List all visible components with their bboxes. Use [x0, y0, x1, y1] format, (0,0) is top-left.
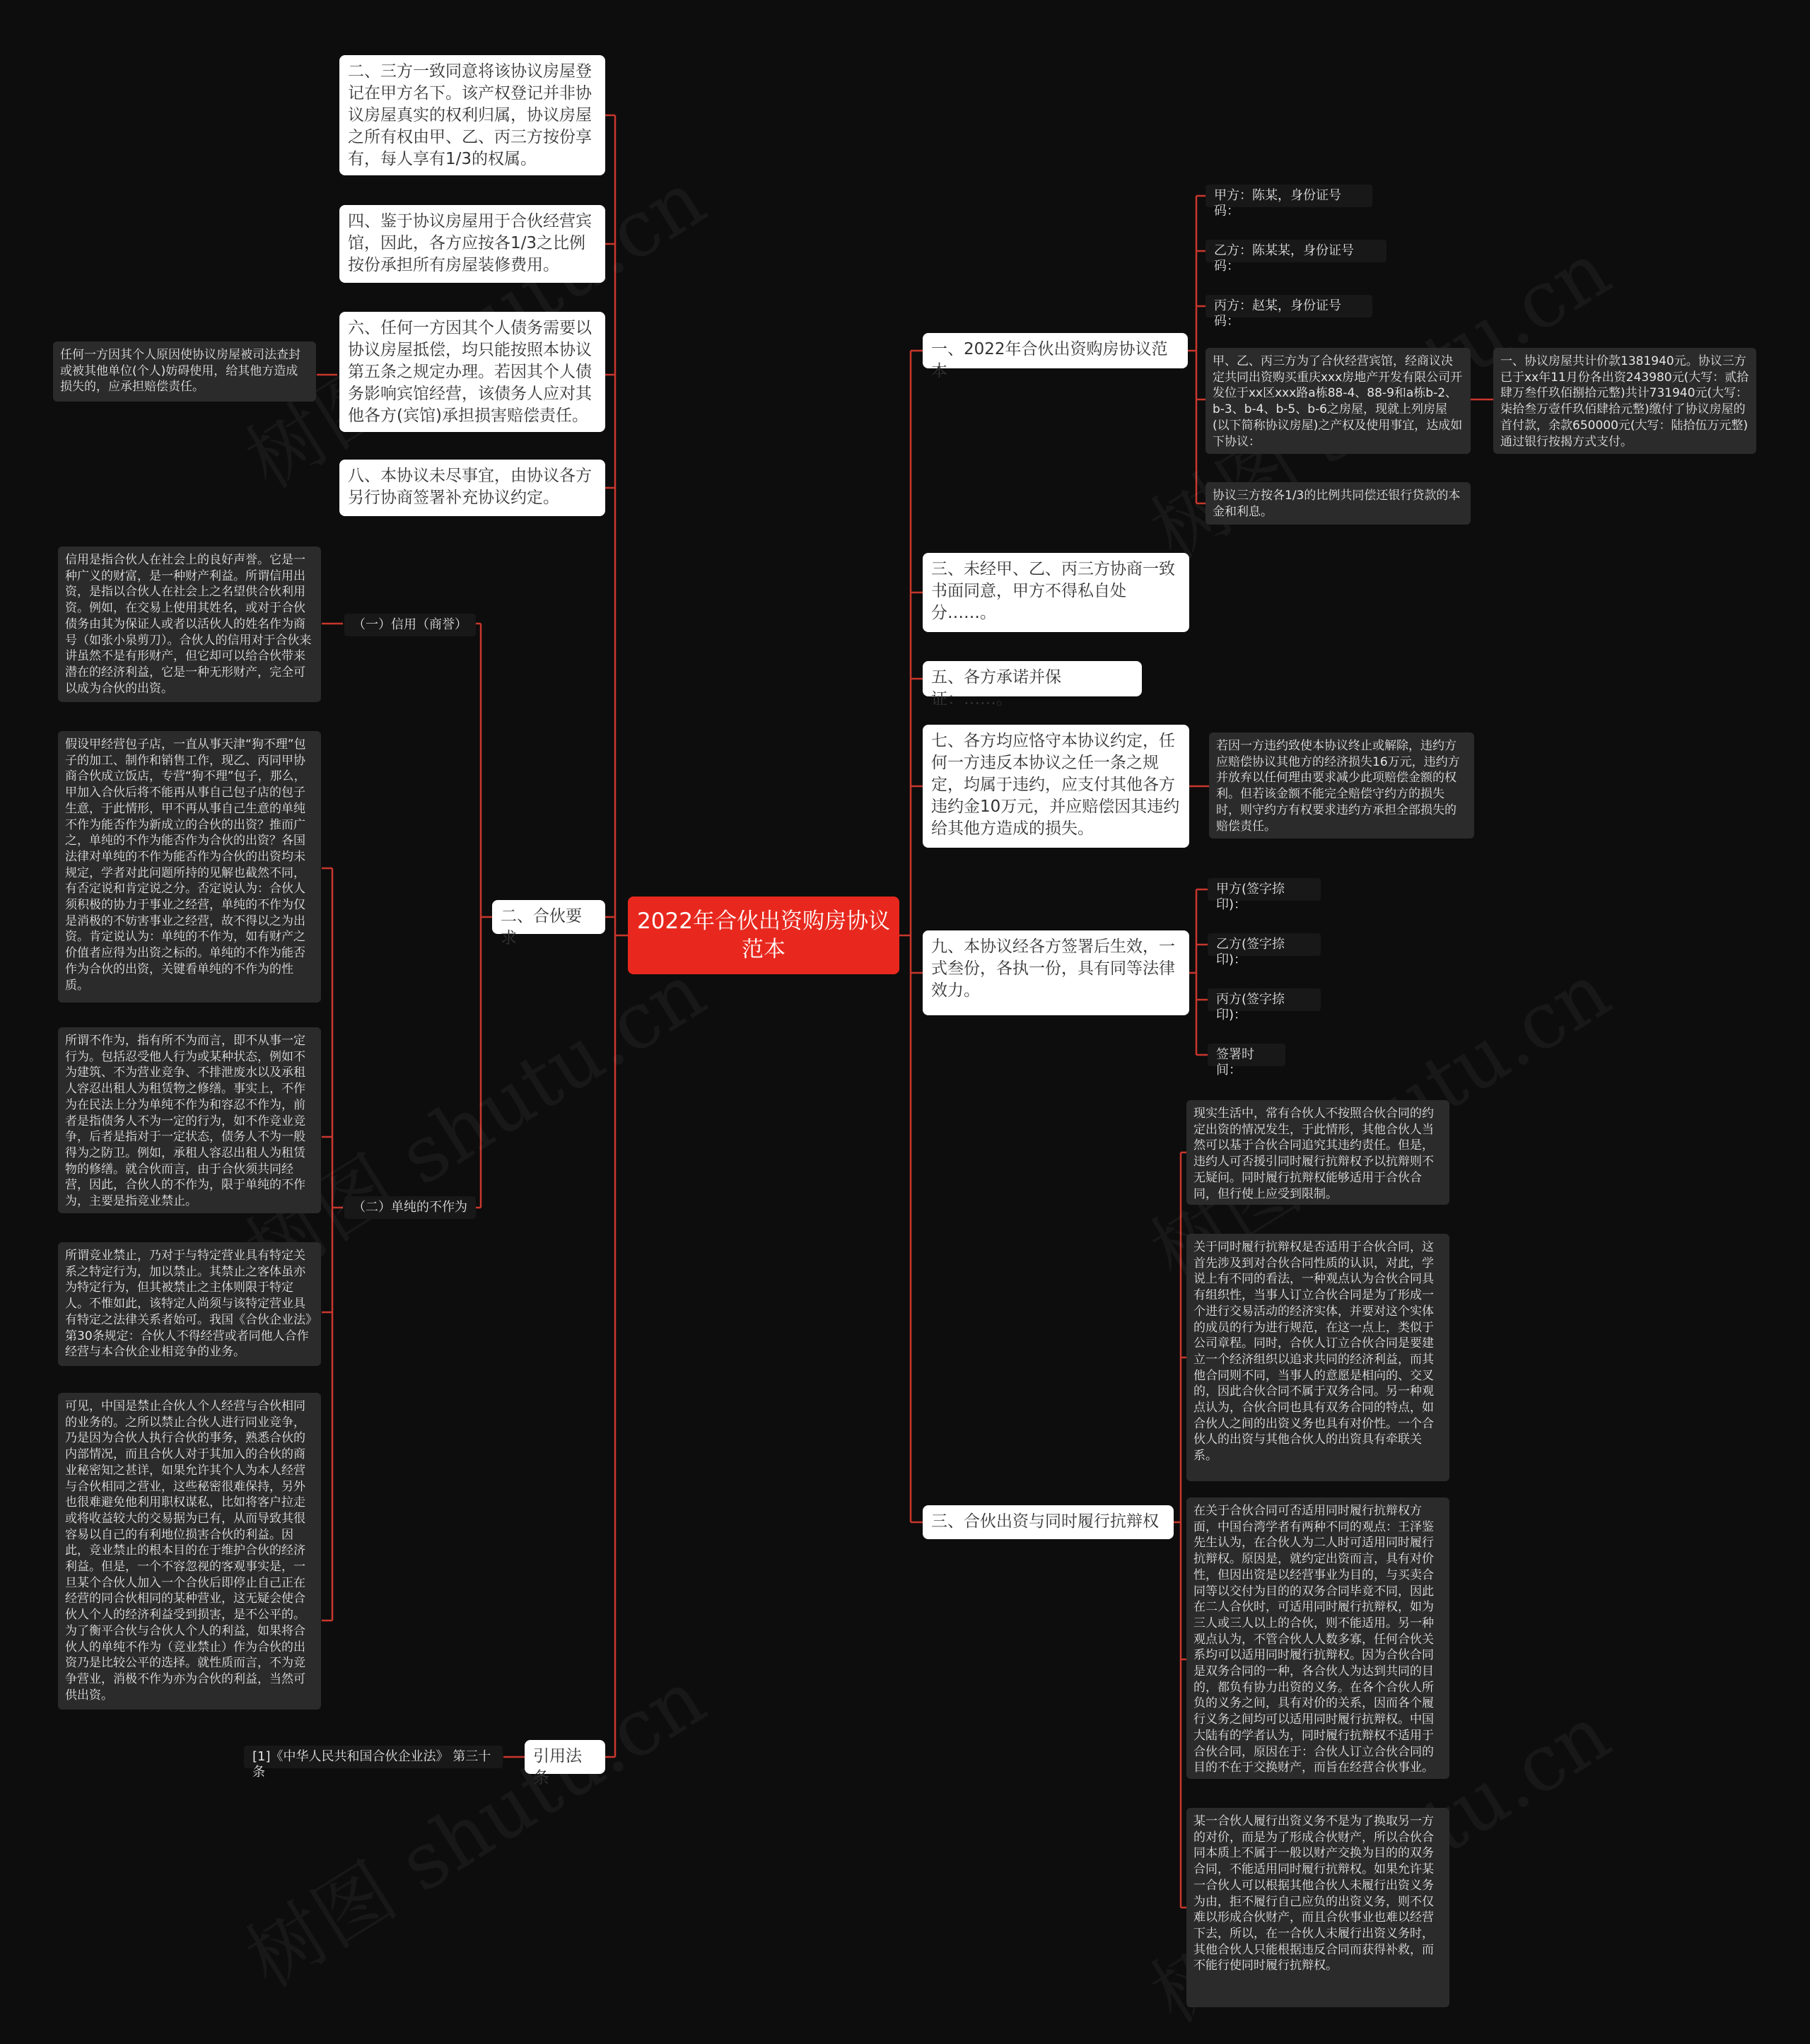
clause-7[interactable]: 七、各方均应恪守本协议约定，任何一方违反本协议之任一条之规定，均属于违约，应支付其他各方违约金10万元，并应赔偿因其违约给其他方造成的损失。 [923, 725, 1189, 848]
defense-text-1[interactable]: 现实生活中，常有合伙人不按照合伙合同的约定出资的情况发生，于此情形，其他合伙人当然可以基于合伙合同追究其违约责任。但是，违约人可否援引同时履行抗辩权予以抗辩则不无疑问。同时履行抗辩权能够适用于合伙合同，但行使上应受到限制。 [1186, 1100, 1449, 1205]
contribution-defense-heading[interactable]: 三、合伙出资与同时履行抗辩权 [923, 1505, 1174, 1539]
price-clause[interactable]: 一、协议房屋共计价款1381940元。协议三方已于xx年11月份各出资243980元(大写：贰拾肆万叁仟玖佰捌拾元整)共计731940元(大写：柒拾叁万壹仟玖佰肆拾元整)缴付了协议房屋的首付款，余款650000元(大写：陆拾伍万元整)通过银行按揭方式支付。 [1493, 348, 1756, 454]
defense-text-4[interactable]: 某一合伙人履行出资义务不是为了换取另一方的对价，而是为了形成合伙财产，所以合伙合同本质上不属于一般以财产交换为目的的双务合同，不能适用同时履行抗辩权。如果允许某一合伙人可以根据其他合伙人未履行出资义务为由，拒不履行自己应负的出资义务，则不仅难以形成合伙财产，而且合伙事业也难以经营下去，所以，在一合伙人未履行出资义务时，其他合伙人只能根据违反合同而获得补救，而不能行使同时履行抗辩权。 [1186, 1808, 1449, 2007]
partnership-requirements[interactable]: 二、合伙要求 [492, 900, 605, 934]
loan-clause[interactable]: 协议三方按各1/3的比例共同偿还银行贷款的本金和利息。 [1205, 482, 1471, 525]
sign-party-c[interactable]: 丙方(签字捺印)： [1208, 988, 1321, 1011]
root-topic[interactable]: 2022年合伙出资购房协议范本 [628, 897, 899, 974]
inaction-label[interactable]: （二）单纯的不作为 [344, 1196, 476, 1219]
cited-law[interactable]: 引用法条 [525, 1740, 605, 1774]
inaction-text-3[interactable]: 所谓竞业禁止，乃对于与特定营业具有特定关系之特定行为，加以禁止。其禁止之客体虽亦为特定行为，但其被禁止之主体则限于特定人。不惟如此，该特定人尚须与该特定营业具有特定之法律关系者始可。我国《合伙企业法》第30条规定：合伙人不得经营或者同他人合作经营与本合伙企业相竞争的业务。 [58, 1242, 321, 1366]
inaction-text-4[interactable]: 可见，中国是禁止合伙人个人经营与合伙相同的业务的。之所以禁止合伙人进行同业竞争，乃是因为合伙人执行合伙的事务，熟悉合伙的内部情况，而且合伙人对于其加入的合伙的商业秘密知之甚详，如果允许其个人为本人经营与合伙相同之营业，这些秘密很难保持，另外也很难避免他利用职权谋私，比如将客户拉走或将收益较大的交易据为已有，从而导致其很容易以自己的有利地位损害合伙的利益。因此，竞业禁止的根本目的在于维护合伙的经济利益。但是，一个不容忽视的客观事实是，一旦某个合伙人加入一个合伙后即停止自己正在经营的同合伙相同的某种营业，这无疑会使合伙人个人的经济利益受到损害，是不公平的。为了衡平合伙与合伙人个人的利益，如果将合伙人的单纯不作为（竞业禁止）作为合伙的出资乃是比较公平的选择。就性质而言，不为竞争营业，消极不作为亦为合伙的利益，当然可供出资。 [58, 1393, 321, 1710]
law-reference[interactable]: [1]《中华人民共和国合伙企业法》 第三十条 [244, 1746, 503, 1768]
clause-2[interactable]: 二、三方一致同意将该协议房屋登记在甲方名下。该产权登记并非协议房屋真实的权利归属，协议房屋之所有权由甲、乙、丙三方按份享有，每人享有1/3的权属。 [339, 55, 605, 175]
defense-text-3[interactable]: 在关于合伙合同可否适用同时履行抗辩权方面，中国台湾学者有两种不同的观点：王泽鉴先生认为，在合伙人为二人时可适用同时履行抗辩权。原因是，就约定出资而言，具有对价性，但因出资是以经营事业为目的，与买卖合同等以交付为目的的双务合同毕竟不同，因此在二人合伙时，可适用同时履行抗辩权，如为三人或三人以上的合伙，则不能适用。另一种观点认为，不管合伙人人数多寡，任何合伙关系均可以适用同时履行抗辩权。因为合伙合同是双务合同的一种，各合伙人为达到共同的目的，都负有协力出资的义务。在各个合伙人所负的义务之间，具有对价的关系，因而各个履行义务之间均可以适用同时履行抗辩权。中国大陆有的学者认为，同时履行抗辩权不适用于合伙合同，原因在于：合伙人订立合伙合同的目的不在于交换财产，而旨在经营合伙事业。 [1186, 1497, 1449, 1779]
clause-7-detail[interactable]: 若因一方违约致使本协议终止或解除，违约方应赔偿协议其他方的经济损失16万元，违约方并放弃以任何理由要求减少此项赔偿金额的权利。但若该金额不能完全赔偿守约方的损失时，则守约方有权要求违约方承担全部损失的赔偿责任。 [1209, 732, 1474, 839]
inaction-text-2[interactable]: 所谓不作为，指有所不为而言，即不从事一定行为。包括忍受他人行为或某种状态，例如不为建筑、不为营业竞争、不排泄废水以及承租人容忍出租人为租赁物之修缮。事实上，不作为在民法上分为单纯不作为和容忍不作为，前者是指债务人不为一定的行为，如不作竞业竞争，后者是指对于一定状态，债务人不为一般得为之防卫。例如，承租人容忍出租人为租赁物的修缮。就合伙而言，由于合伙须共同经营，因此，合伙人的不作为，限于单纯的不作为，主要是指竞业禁止。 [58, 1027, 321, 1213]
credit-text[interactable]: 信用是指合伙人在社会上的良好声誉。它是一种广义的财富，是一种财产利益。所谓信用出资，是指以合伙人在社会上之名望供合伙利用资。例如，在交易上使用其姓名，或对于合伙债务由其为保证人或者以活伙人的姓名作为商号（如张小泉剪刀）。合伙人的信用对于合伙来讲虽然不是有形财产，但它却可以给合伙带来潜在的经济利益，它是一种无形财产，完全可以成为合伙的出资。 [58, 547, 321, 702]
clause-5[interactable]: 五、各方承诺并保证：……。 [923, 661, 1142, 696]
sign-party-b[interactable]: 乙方(签字捺印)： [1208, 933, 1321, 956]
party-a[interactable]: 甲方：陈某，身份证号码： [1205, 185, 1372, 207]
clause-8[interactable]: 八、本协议未尽事宜，由协议各方另行协商签署补充协议约定。 [339, 460, 605, 516]
sample-heading[interactable]: 一、2022年合伙出资购房协议范本 [923, 333, 1188, 368]
party-c[interactable]: 丙方：赵某，身份证号码： [1205, 295, 1372, 317]
party-b[interactable]: 乙方：陈某某，身份证号码： [1205, 240, 1386, 262]
agreement-intro[interactable]: 甲、乙、丙三方为了合伙经营宾馆，经商议决定共同出资购买重庆xxx房地产开发有限公司开发位于xx区xxx路a栋88-4、88-9和a栋b-2、b-3、b-4、b-5、b-6之房屋，现就上列房屋(以下简称协议房屋)之产权及使用事宜，达成如下协议： [1205, 348, 1471, 454]
clause-3[interactable]: 三、未经甲、乙、丙三方协商一致书面同意，甲方不得私自处分……。 [923, 553, 1189, 632]
inaction-text-1[interactable]: 假设甲经营包子店，一直从事天津“狗不理”包子的加工、制作和销售工作，现乙、丙同甲协商合伙成立饭店，专营“狗不理”包子，那么，甲加入合伙后将不能再从事自己包子店的包子生意，于此情形，甲不再从事自己生意的单纯不作为能否作为新成立的合伙的出资？推而广之，单纯的不作为能否作为合伙的出资？各国法律对单纯的不作为能否作为合伙的出资均未规定，学者对此问题所持的见解也截然不同，有否定说和肯定说之分。否定说认为：合伙人须积极的协力于事业之经营，单纯的不作为仅是消极的不妨害事业之经营，故不得以之为出资。肯定说认为：单纯的不作为，如有财产之价值者应得为出资之标的。单纯的不作为能否作为合伙的出资，关键看单纯的不作为的性质。 [58, 731, 321, 1003]
sign-party-a[interactable]: 甲方(签字捺印)： [1208, 878, 1321, 901]
clause-4[interactable]: 四、鉴于协议房屋用于合伙经营宾馆，因此，各方应按各1/3之比例按份承担所有房屋装修费用。 [339, 205, 605, 283]
sign-date[interactable]: 签署时间： [1208, 1044, 1285, 1066]
clause-9[interactable]: 九、本协议经各方签署后生效，一式叁份，各执一份，具有同等法律效力。 [923, 930, 1189, 1015]
clause-6[interactable]: 六、任何一方因其个人债务需要以协议房屋抵偿，均只能按照本协议第五条之规定办理。若因其个人债务影响宾馆经营，该债务人应对其他各方(宾馆)承担损害赔偿责任。 [339, 312, 605, 432]
clause-6-detail[interactable]: 任何一方因其个人原因使协议房屋被司法查封或被其他单位(个人)妨碍使用，给其他方造成损失的，应承担赔偿责任。 [53, 341, 316, 402]
defense-text-2[interactable]: 关于同时履行抗辩权是否适用于合伙合同，这首先涉及到对合伙合同性质的认识，对此，学说上有不同的看法，一种观点认为合伙合同具有组织性，当事人订立合伙合同是为了形成一个进行交易活动的经济实体，并要对这个实体的成员的行为进行规范，在这一点上，类似于公司章程。同时，合伙人订立合伙合同是要建立一个经济组织以追求共同的经济利益，而其他合同则不同，当事人的意愿是相向的、交叉的，因此合伙合同不属于双务合同。另一种观点认为，合伙合同也具有双务合同的特点，如合伙人之间的出资义务也具有对价性。一个合伙人的出资与其他合伙人的出资具有牵联关系。 [1186, 1234, 1449, 1481]
credit-label[interactable]: （一）信用（商誉） [344, 614, 476, 636]
